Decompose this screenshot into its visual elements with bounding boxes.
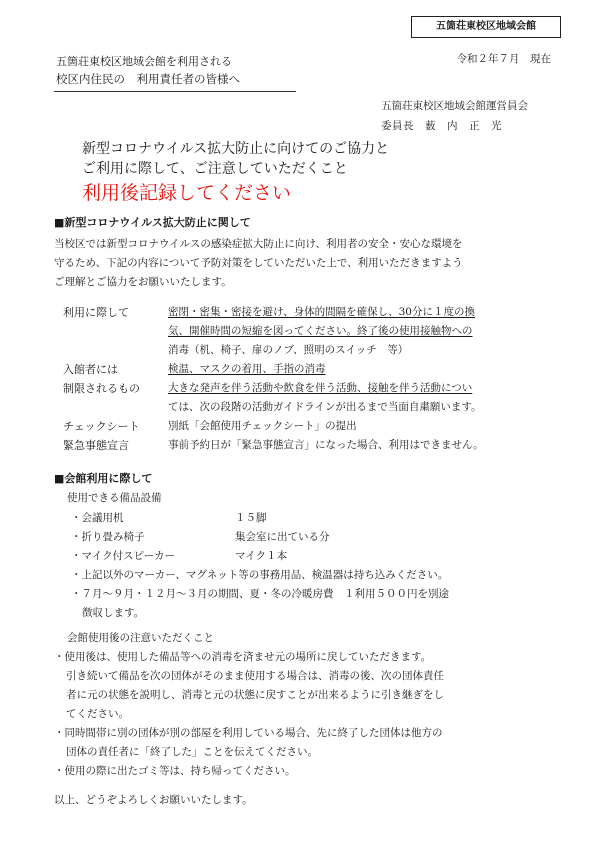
rule-restrictions-line-2: ては、次の段階の活動ガイドラインが出るまで当面自粛願います。	[168, 401, 482, 413]
after-use-line: ・使用の際に出たゴミ等は、持ち帰ってください。	[54, 765, 296, 777]
equipment-title: 使用できる備品設備	[67, 492, 162, 504]
after-use-line: ・使用後は、使用した備品等への消毒を済ませ元の場所に戻していただきます。	[54, 651, 432, 663]
rule-key-emergency: 緊急事態宣言	[63, 439, 129, 452]
organization-stamp: 五箇荘東校区地域会館	[411, 16, 561, 38]
addressee-line-1: 五箇荘東校区地域会館を利用される	[56, 55, 232, 68]
equipment-value: １５脚	[235, 512, 267, 524]
issue-date: 令和２年７月 現在	[456, 53, 551, 65]
addressee-underline	[54, 91, 296, 92]
after-use-line: 者に元の状態を説明し、消毒と元の状態に戻すことが出来るように引き継ぎをし	[66, 689, 444, 701]
rule-usage-line-2: 気、開催時間の短縮を図ってください。終了後の使用接触物への	[168, 325, 473, 337]
rule-key-checksheet: チェックシート	[63, 420, 140, 433]
sender-organization: 五箇荘東校区地域会館運営員会	[381, 100, 528, 112]
rule-key-entry: 入館者には	[63, 363, 118, 376]
rule-usage-line-3: 消毒（机、椅子、扉のノブ、照明のスイッチ 等）	[168, 344, 409, 356]
equipment-name: ・マイク付スピーカー	[71, 550, 175, 562]
closing-line: 以上、どうぞよろしくお願いいたします。	[54, 794, 253, 806]
section-heading-facility: ■会館利用に際して	[54, 472, 153, 485]
rule-key-usage: 利用に際して	[63, 306, 129, 319]
note-supplies: ・上記以外のマーカー、マグネット等の事務用品、検温器は持ち込みください。	[71, 569, 449, 581]
section-heading-covid: ■新型コロナウイルス拡大防止に関して	[54, 216, 251, 229]
rule-key-restrictions: 制限されるもの	[63, 382, 140, 395]
intro-line-1: 当校区では新型コロナウイルスの感染症拡大防止に向け、利用者の安全・安心な環境を	[54, 238, 463, 250]
after-use-line: 団体の責任者に「終了した」ことを伝えてください。	[66, 746, 318, 758]
rule-entry-line: 検温、マスクの着用、手指の消毒	[168, 363, 326, 375]
sender-chairperson: 委員長 薮 内 正 光	[381, 120, 502, 132]
equipment-value: 集会室に出ている分	[235, 531, 330, 543]
lead-line-1: 新型コロナウイルス拡大防止に向けてのご協力と	[82, 141, 390, 157]
rule-checksheet-line: 別紙「会館使用チェックシート」の提出	[168, 420, 357, 432]
intro-line-3: ご理解とご協力をお願いいたします。	[54, 276, 232, 288]
addressee-line-2: 校区内住民の 利用責任者の皆様へ	[56, 72, 240, 86]
rule-restrictions-line-1: 大きな発声を伴う活動や飲食を伴う活動、接触を伴う活動につい	[168, 382, 473, 394]
equipment-value: マイク１本	[235, 550, 288, 562]
lead-emphasis: 利用後記録してください	[82, 182, 292, 204]
rule-emergency-line: 事前予約日が「緊急事態宣言」になった場合、利用はできません。	[168, 439, 484, 451]
after-use-line: ・同時間帯に別の団体が別の部屋を利用している場合、先に終了した団体は他方の	[54, 727, 443, 739]
equipment-name: ・折り畳み椅子	[71, 531, 145, 543]
lead-line-2: ご利用に際して、ご注意していただくこと	[82, 161, 348, 177]
note-fee-line-2: 徴収します。	[82, 607, 145, 619]
equipment-name: ・会議用机	[71, 512, 124, 524]
after-use-line: 引き続いて備品を次の団体がそのまま使用する場合は、消毒の後、次の団体責任	[66, 670, 444, 682]
rule-usage-line-1: 密閉・密集・密接を避け、身体的間隔を確保し、30分に１度の換	[168, 306, 475, 318]
after-use-line: てください。	[66, 708, 129, 720]
note-fee-line-1: ・７月～９月・１２月～３月の期間、夏・冬の冷暖房費 １利用５００円を別途	[71, 588, 449, 600]
intro-line-2: 守るため、下記の内容について予防対策をしていただいた上で、利用いただきますよう	[54, 257, 463, 269]
after-use-title: 会館使用後の注意いただくこと	[67, 632, 214, 644]
